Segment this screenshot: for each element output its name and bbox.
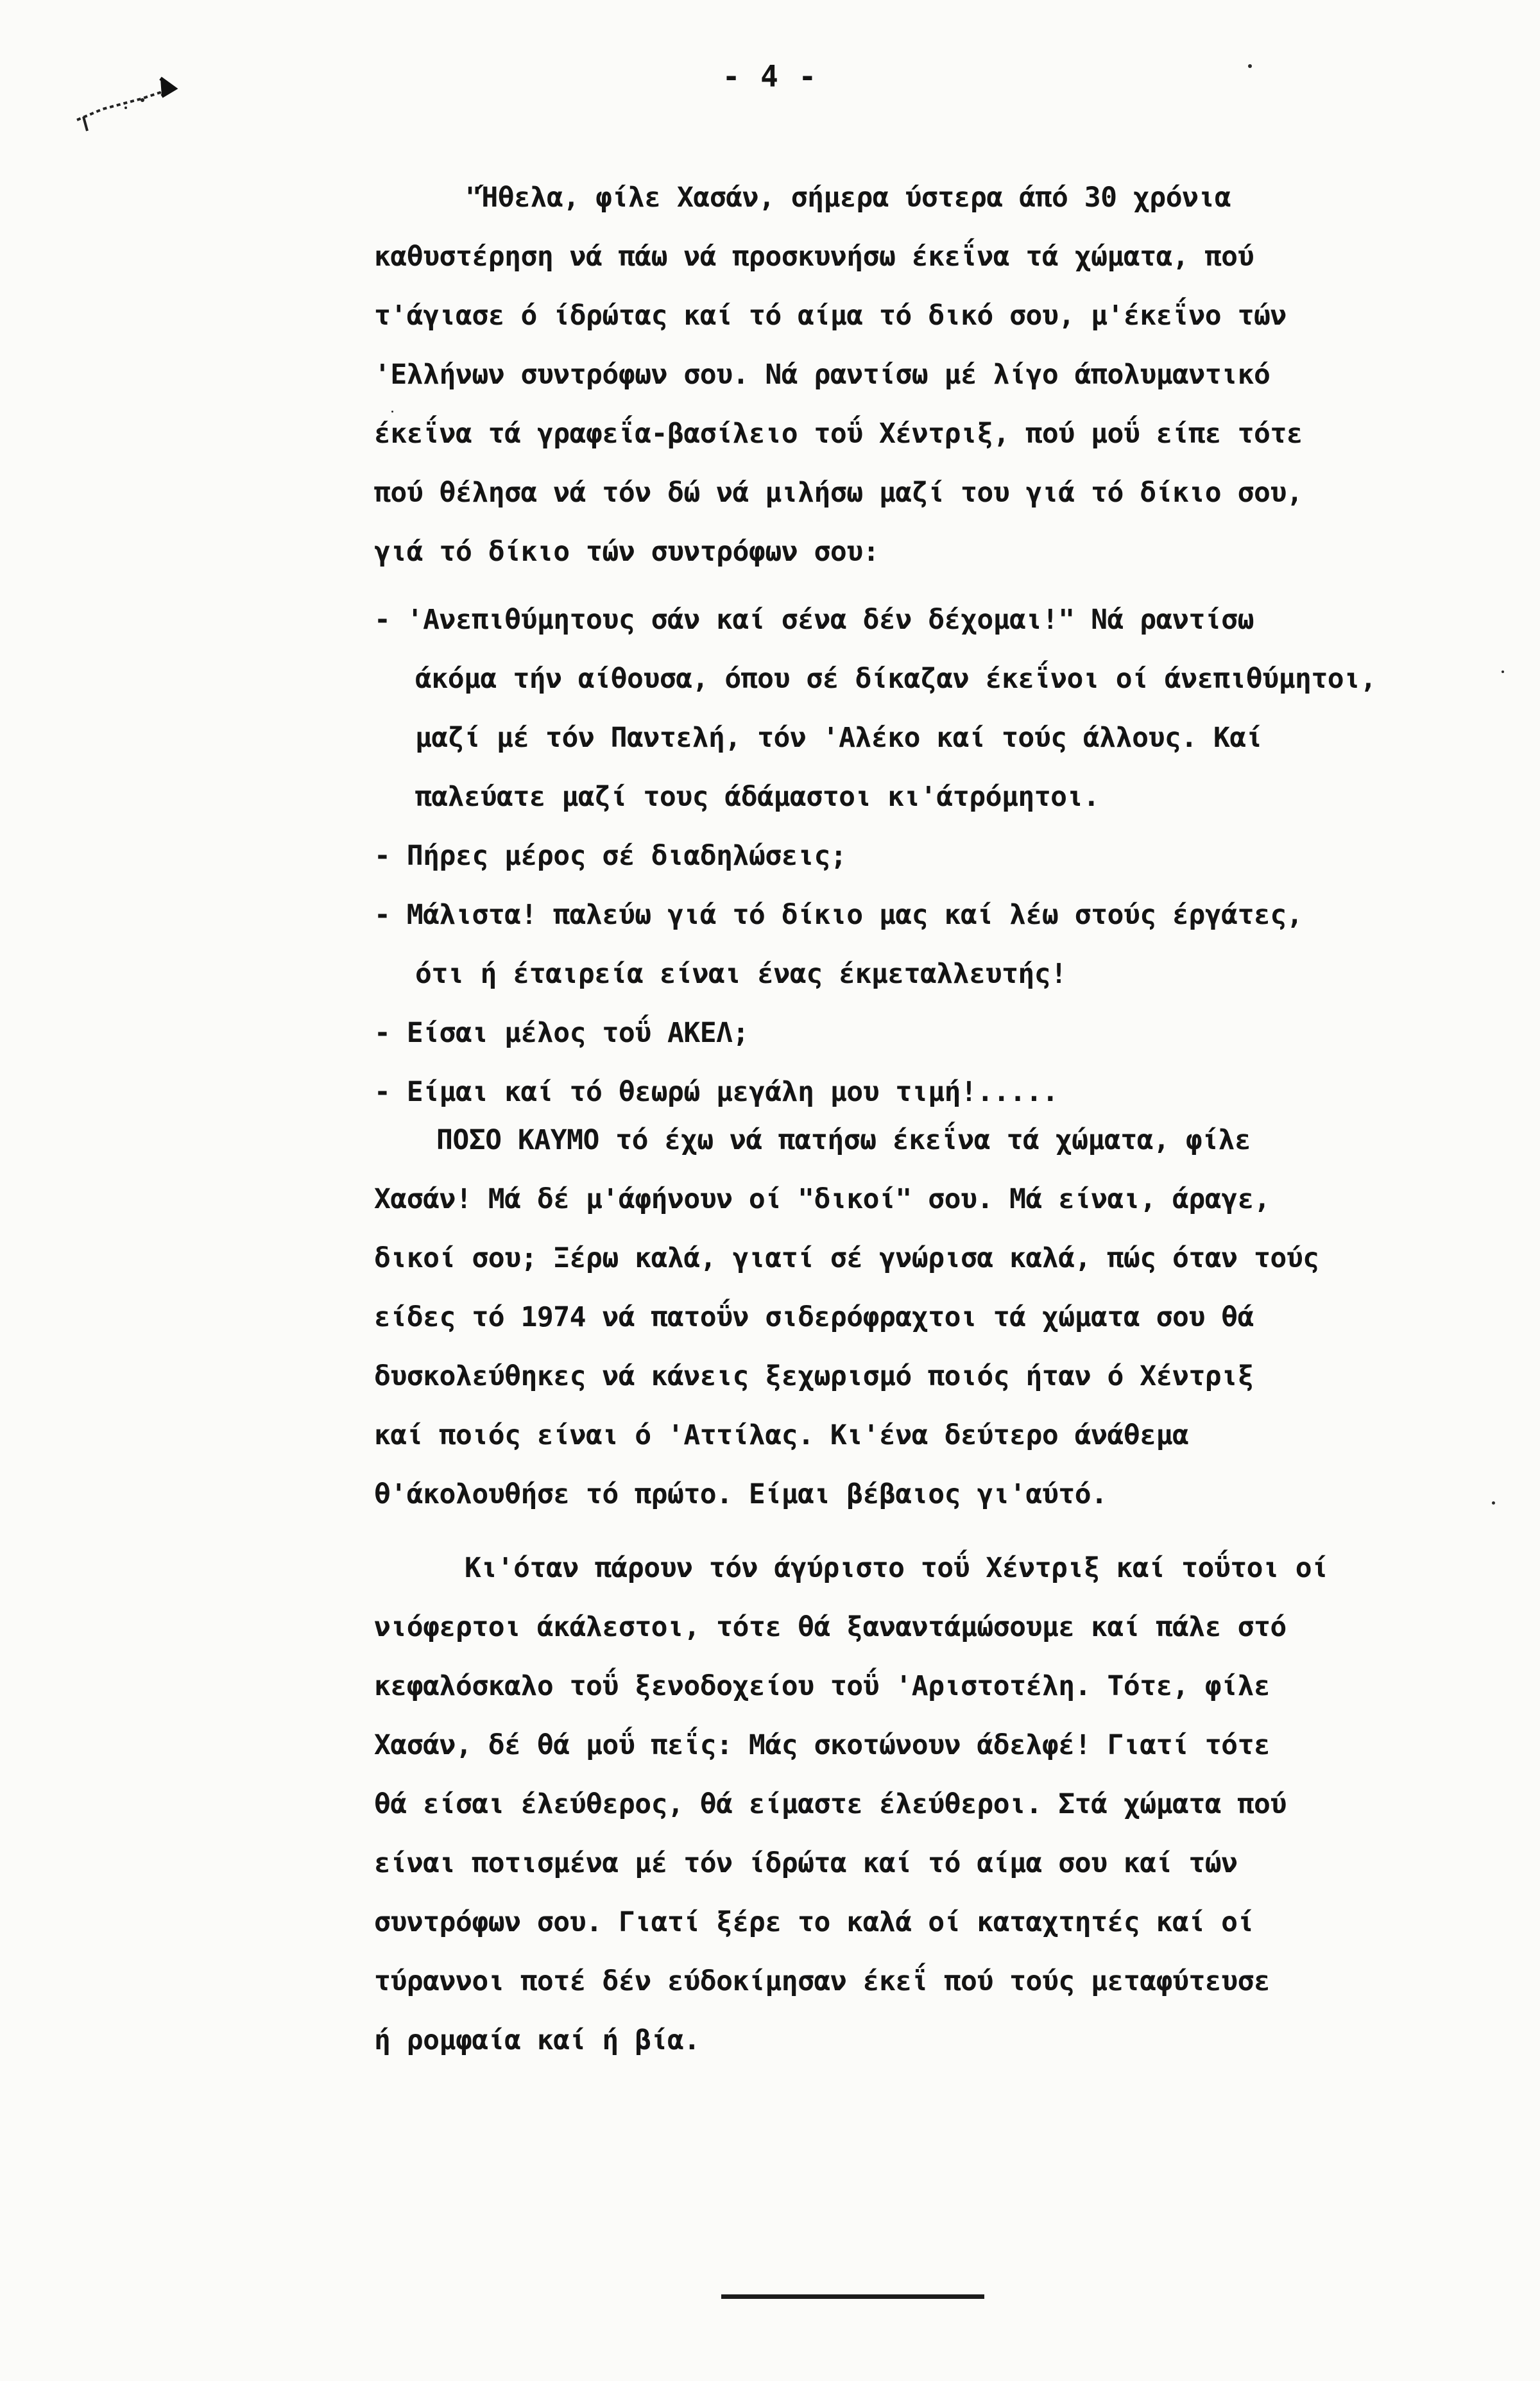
text-line: παλεύατε μαζί τους άδάμαστοι κι'άτρόμητοι. (415, 781, 1100, 813)
text-line: τύραννοι ποτέ δέν εύδοκίμησαν έκεΐ πού τούς μεταφύτευσε (374, 1965, 1270, 1997)
text-line: συντρόφων σου. Γιατί ξέρε το καλά οί καταχτητές καί οί (374, 1906, 1254, 1938)
text-line: κεφαλόσκαλο τοΰ ξενοδοχείου τοΰ 'Αριστοτέλη. Τότε, φίλε (374, 1670, 1270, 1702)
text-line: δικοί σου; Ξέρω καλά, γιατί σέ γνώρισα καλά, πώς όταν τούς (374, 1242, 1319, 1274)
text-line: Χασάν! Μά δέ μ'άφήνουν οί "δικοί" σου. Μά είναι, άραγε, (374, 1183, 1270, 1215)
text-line: πού θέλησα νά τόν δώ νά μιλήσω μαζί του γιά τό δίκιο σου, (374, 477, 1303, 509)
text-line: έκεΐνα τά γραφεΐα-βασίλειο τοΰ Χέντριξ, πού μοΰ είπε τότε (374, 418, 1303, 450)
closing-divider (721, 2294, 984, 2299)
text-line: άκόμα τήν αίθουσα, όπου σέ δίκαζαν έκεΐνοι οί άνεπιθύμητοι, (415, 663, 1376, 695)
text-line: θ'άκολουθήσε τό πρώτο. Είμαι βέβαιος γι'αύτό. (374, 1478, 1108, 1510)
text-line: ότι ή έταιρεία είναι ένας έκμεταλλευτής! (415, 958, 1067, 990)
text-line: "Ήθελα, φίλε Χασάν, σήμερα ύστερα άπό 30 χρόνια (465, 182, 1231, 214)
text-line: - Πήρες μέρος σέ διαδηλώσεις; (374, 840, 847, 872)
text-line: είδες τό 1974 νά πατοΰν σιδερόφραχτοι τά χώματα σου θά (374, 1301, 1254, 1333)
text-line: καί ποιός είναι ό 'Αττίλας. Κι'ένα δεύτερο άνάθεμα (374, 1419, 1189, 1451)
text-line: Χασάν, δέ θά μοΰ πεΐς: Μάς σκοτώνουν άδελφέ! Γιατί τότε (374, 1729, 1270, 1761)
speck (1492, 1501, 1495, 1505)
page-number: - 4 - (722, 59, 818, 94)
text-line: είναι ποτισμένα μέ τόν ίδρώτα καί τό αίμα σου καί τών (374, 1847, 1238, 1879)
text-line: καθυστέρηση νά πάω νά προσκυνήσω έκεΐνα τά χώματα, πού (374, 241, 1254, 273)
text-line: Κι'όταν πάρουν τόν άγύριστο τοΰ Χέντριξ καί τοΰτοι οί (465, 1552, 1328, 1584)
text-line: ή ρομφαία καί ή βία. (374, 2024, 700, 2056)
text-line: - Είσαι μέλος τοΰ ΑΚΕΛ; (374, 1017, 749, 1049)
text-line: ΠΟΣΟ ΚΑΥΜΟ τό έχω νά πατήσω έκεΐνα τά χώματα, φίλε (436, 1124, 1251, 1156)
text-line: νιόφερτοι άκάλεστοι, τότε θά ξαναντάμώσουμε καί πάλε στό (374, 1611, 1287, 1643)
text-line: 'Ελλήνων συντρόφων σου. Νά ραντίσω μέ λίγο άπολυμαντικό (374, 359, 1270, 391)
text-line: θά είσαι έλεύθερος, θά είμαστε έλεύθεροι. Στά χώματα πού (374, 1788, 1287, 1820)
speck (391, 411, 393, 413)
text-line: - Μάλιστα! παλεύω γιά τό δίκιο μας καί λέω στούς έργάτες, (374, 899, 1303, 931)
text-line: - Είμαι καί τό θεωρώ μεγάλη μου τιμή!..... (374, 1076, 1059, 1108)
text-line: δυσκολεύθηκες νά κάνεις ξεχωρισμό ποιός ήταν ό Χέντριξ (374, 1360, 1254, 1392)
text-line: τ'άγιασε ό ίδρώτας καί τό αίμα τό δικό σου, μ'έκεΐνο τών (374, 300, 1287, 332)
speck (1502, 670, 1504, 673)
text-line: μαζί μέ τόν Παντελή, τόν 'Αλέκο καί τούς άλλους. Καί (415, 722, 1263, 754)
text-line: γιά τό δίκιο τών συντρόφων σου: (374, 536, 880, 568)
text-line: - 'Ανεπιθύμητους σάν καί σένα δέν δέχομαι!" Νά ραντίσω (374, 604, 1254, 636)
